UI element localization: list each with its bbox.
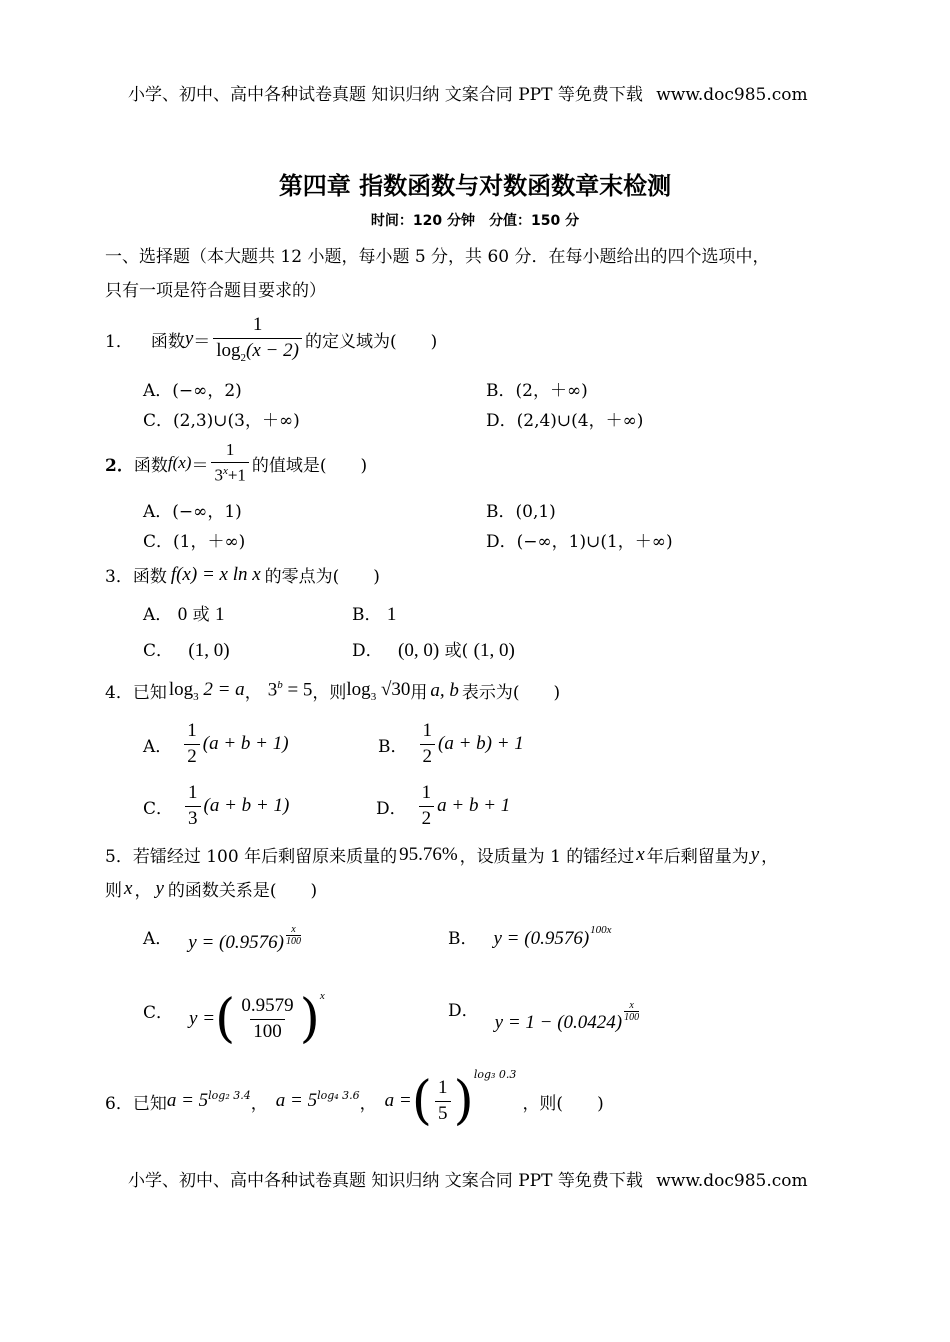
q2-option-b[interactable]: B．(0,1) <box>486 502 556 522</box>
option-value: (a + b) + 1 <box>438 733 524 754</box>
math-eq: ＝ <box>191 455 209 476</box>
question-number: 6． <box>105 1093 133 1114</box>
fraction-denominator: 2 <box>184 744 200 768</box>
q4-option-d[interactable] <box>376 778 510 834</box>
option-value: a + b + 1 <box>437 795 511 816</box>
q1-option-a[interactable]: A．(−∞，2) <box>143 381 242 401</box>
question-text: ，设质量为 1 的镭经过 <box>459 847 635 867</box>
question-5 <box>105 842 778 867</box>
option-value: 1 <box>215 604 225 625</box>
question-text-tail: 的值域是( ) <box>251 455 368 476</box>
question-text: ，则 <box>312 683 347 703</box>
option-value: (0, 0) <box>398 640 440 661</box>
math-expression: f(x) = x ln x <box>170 563 261 585</box>
math-eq: ＝ <box>193 331 211 352</box>
question-number: 4． <box>105 683 133 703</box>
log-base: 2 <box>240 351 247 364</box>
page-footer <box>128 1166 808 1191</box>
math-exponent: log₂ 3.4 <box>208 1088 251 1102</box>
option-label: A． <box>143 929 173 949</box>
log-fn: log <box>346 678 371 700</box>
math-fraction <box>213 315 302 364</box>
log-arg: (x − 2) <box>246 339 299 361</box>
option-value: (a + b + 1) <box>202 733 289 754</box>
question-text: 则 <box>105 881 122 901</box>
section-heading-line1: 一、选择题（本大题共 12 小题，每小题 5 分，共 60 分．在每小题给出的四个选项中， <box>105 247 770 267</box>
option-label: C． <box>143 641 174 661</box>
question-number: 1． <box>105 331 133 352</box>
option-or: 或( <box>444 641 469 661</box>
question-3 <box>105 562 380 587</box>
header-text: 小学、初中、高中各种试卷真题 知识归纳 文案合同 PPT 等免费下载 <box>128 85 643 105</box>
question-number: 5． <box>105 847 133 867</box>
question-number: 3． <box>105 567 133 587</box>
page-header <box>128 80 808 105</box>
fraction-denominator <box>211 462 248 485</box>
punctuation: ， <box>244 683 262 703</box>
q4-option-a[interactable] <box>143 716 289 772</box>
fraction-numerator: 1 <box>421 781 432 803</box>
math-expression: a = <box>384 1090 412 1111</box>
q4-option-c[interactable] <box>143 778 289 834</box>
question-text: 用 <box>410 683 428 703</box>
option-value: y = 1 − (0.0424) <box>494 1012 623 1033</box>
fraction-denominator <box>213 338 302 364</box>
math-exponent: log₄ 3.6 <box>317 1088 360 1102</box>
option-label: A． <box>143 605 173 625</box>
question-text: 年后剩留量为 <box>646 847 749 867</box>
option-label: A． <box>143 736 173 757</box>
question-1 <box>105 312 437 366</box>
q1-option-b[interactable]: B．(2，＋∞) <box>486 381 588 401</box>
punctuation: ， <box>250 1093 268 1114</box>
page-title: 第四章 指数函数与对数函数章末检测 <box>278 172 672 200</box>
math-var: x <box>124 877 133 899</box>
question-text-tail: ，则( ) <box>522 1093 604 1114</box>
option-value: (1, 0) <box>473 640 515 661</box>
fraction-numerator: 1 <box>422 719 432 741</box>
math-var: x <box>636 843 645 865</box>
q5-option-a[interactable] <box>143 924 301 954</box>
question-5-line2 <box>105 876 317 901</box>
footer-text: 小学、初中、高中各种试卷真题 知识归纳 文案合同 PPT 等免费下载 <box>128 1171 643 1191</box>
option-value: 1 <box>386 604 397 625</box>
math-var: y <box>750 843 760 865</box>
option-value: (a + b + 1) <box>203 795 290 816</box>
option-label: B． <box>448 929 478 949</box>
log-base: 3 <box>370 690 377 703</box>
fraction-numerator: 1 <box>225 439 235 459</box>
exponent-denominator: 100 <box>624 1012 640 1023</box>
math-percent: 95.76% <box>399 843 458 865</box>
q3-option-a[interactable] <box>143 600 225 626</box>
question-text: 函数 <box>133 455 168 476</box>
question-number: 2． <box>105 455 134 476</box>
footer-site-link[interactable]: www.doc985.com <box>656 1171 808 1191</box>
power-exponent: x <box>222 464 228 477</box>
math-expression: a = 5 <box>166 1090 209 1111</box>
option-label: D． <box>448 1001 479 1021</box>
fraction-denominator: 2 <box>419 806 435 830</box>
fraction-numerator: 0.9579 <box>241 994 294 1016</box>
option-label: D． <box>376 798 407 819</box>
option-value: 0 <box>177 604 188 625</box>
power-exponent: b <box>277 679 283 692</box>
q4-option-b[interactable] <box>378 716 524 772</box>
math-var: y <box>155 877 164 899</box>
math-fn: f(x) <box>167 453 192 472</box>
exponent-numerator: x <box>629 1000 634 1011</box>
option-or: 或 <box>192 605 210 625</box>
exponent-denominator: 100 <box>285 936 301 947</box>
fraction-denominator: 100 <box>250 1019 285 1043</box>
question-text: 函数 <box>132 567 167 587</box>
section-heading-line2: 只有一项是符合题目要求的） <box>105 281 326 301</box>
question-6: 6． 已知 a = 5 log₂ 3.4 ， a = 5 log₄ 3.6 ， a = ( $\frac{1}{5}$ ) log₃ 0.3 ，则( ) <box>105 1068 604 1131</box>
question-4 <box>105 678 560 703</box>
option-value: y = (0.9576) <box>493 928 590 949</box>
question-2 <box>105 436 367 490</box>
header-site-link[interactable]: www.doc985.com <box>656 85 808 105</box>
option-label: C． <box>143 798 174 819</box>
option-label: B． <box>352 605 382 625</box>
math-exponent: log₃ 0.3 <box>473 1068 517 1081</box>
fraction-numerator: 1 <box>252 313 263 335</box>
option-value: (1, 0) <box>188 640 230 661</box>
fraction-numerator: 1 <box>187 719 197 741</box>
option-label: B． <box>378 736 408 757</box>
log-base: 3 <box>193 690 199 703</box>
log-fn: log <box>168 678 194 700</box>
option-label: C． <box>143 1003 174 1023</box>
q2-option-c[interactable]: C．(1，＋∞) <box>143 532 246 552</box>
math-expression: = 5 <box>287 679 313 701</box>
question-text: 已知 <box>132 683 167 703</box>
denominator-rest: +1 <box>227 465 246 485</box>
q1-option-c[interactable]: C．(2,3)∪(3，＋∞) <box>143 411 300 431</box>
q5-option-b[interactable] <box>448 924 612 950</box>
question-text-tail: 表示为( ) <box>461 683 561 703</box>
option-exponent: 100x <box>590 924 612 936</box>
q2-option-a[interactable]: A．(−∞，1) <box>143 502 242 522</box>
question-text-tail: 的零点为( ) <box>264 567 380 587</box>
exponent-numerator: x <box>291 924 296 935</box>
math-var: y <box>184 328 194 349</box>
punctuation: ， <box>359 1093 377 1114</box>
option-label: D． <box>352 641 383 661</box>
question-text-tail: 的函数关系是( ) <box>167 881 318 901</box>
question-text-tail: 的定义域为( ) <box>304 331 438 352</box>
fraction-denominator: 5 <box>435 1101 451 1125</box>
fraction-numerator: 1 <box>438 1076 448 1098</box>
fraction-numerator: 1 <box>188 781 198 803</box>
option-lhs: y = <box>189 1008 216 1029</box>
log-fn: log <box>216 339 241 361</box>
q3-option-b[interactable] <box>352 600 396 626</box>
power-base: 3 <box>267 679 278 701</box>
q3-option-d[interactable] <box>352 636 515 662</box>
option-exponent: x <box>319 990 325 1002</box>
question-text: 若镭经过 100 年后剩留原来质量的 <box>132 847 398 867</box>
option-value: y = (0.9576) <box>188 932 284 953</box>
math-expression: 2 = a <box>203 678 245 700</box>
q3-option-c[interactable] <box>143 636 230 662</box>
exam-meta: 时间：120 分钟 分值：150 分 <box>370 213 580 229</box>
question-text: 已知 <box>132 1093 167 1114</box>
q1-option-d[interactable]: D．(2,4)∪(4，＋∞) <box>486 411 644 431</box>
q5-option-c[interactable]: C． y = ( $\frac{0.9579}{100}$ ) x <box>143 989 325 1049</box>
question-text: 函数 <box>150 331 185 352</box>
q2-option-d[interactable]: D．(−∞，1)∪(1，＋∞) <box>486 532 673 552</box>
fraction-denominator: 3 <box>185 806 201 830</box>
sqrt-expression: √30 <box>380 678 411 700</box>
q5-option-d[interactable] <box>448 996 639 1034</box>
math-vars: a, b <box>430 679 459 701</box>
power-base: 3 <box>214 465 223 485</box>
fraction-denominator: 2 <box>420 744 436 768</box>
punctuation: ， <box>134 881 152 901</box>
math-expression: a = 5 <box>275 1090 318 1111</box>
punctuation: ， <box>761 847 779 867</box>
math-fraction <box>211 441 248 485</box>
